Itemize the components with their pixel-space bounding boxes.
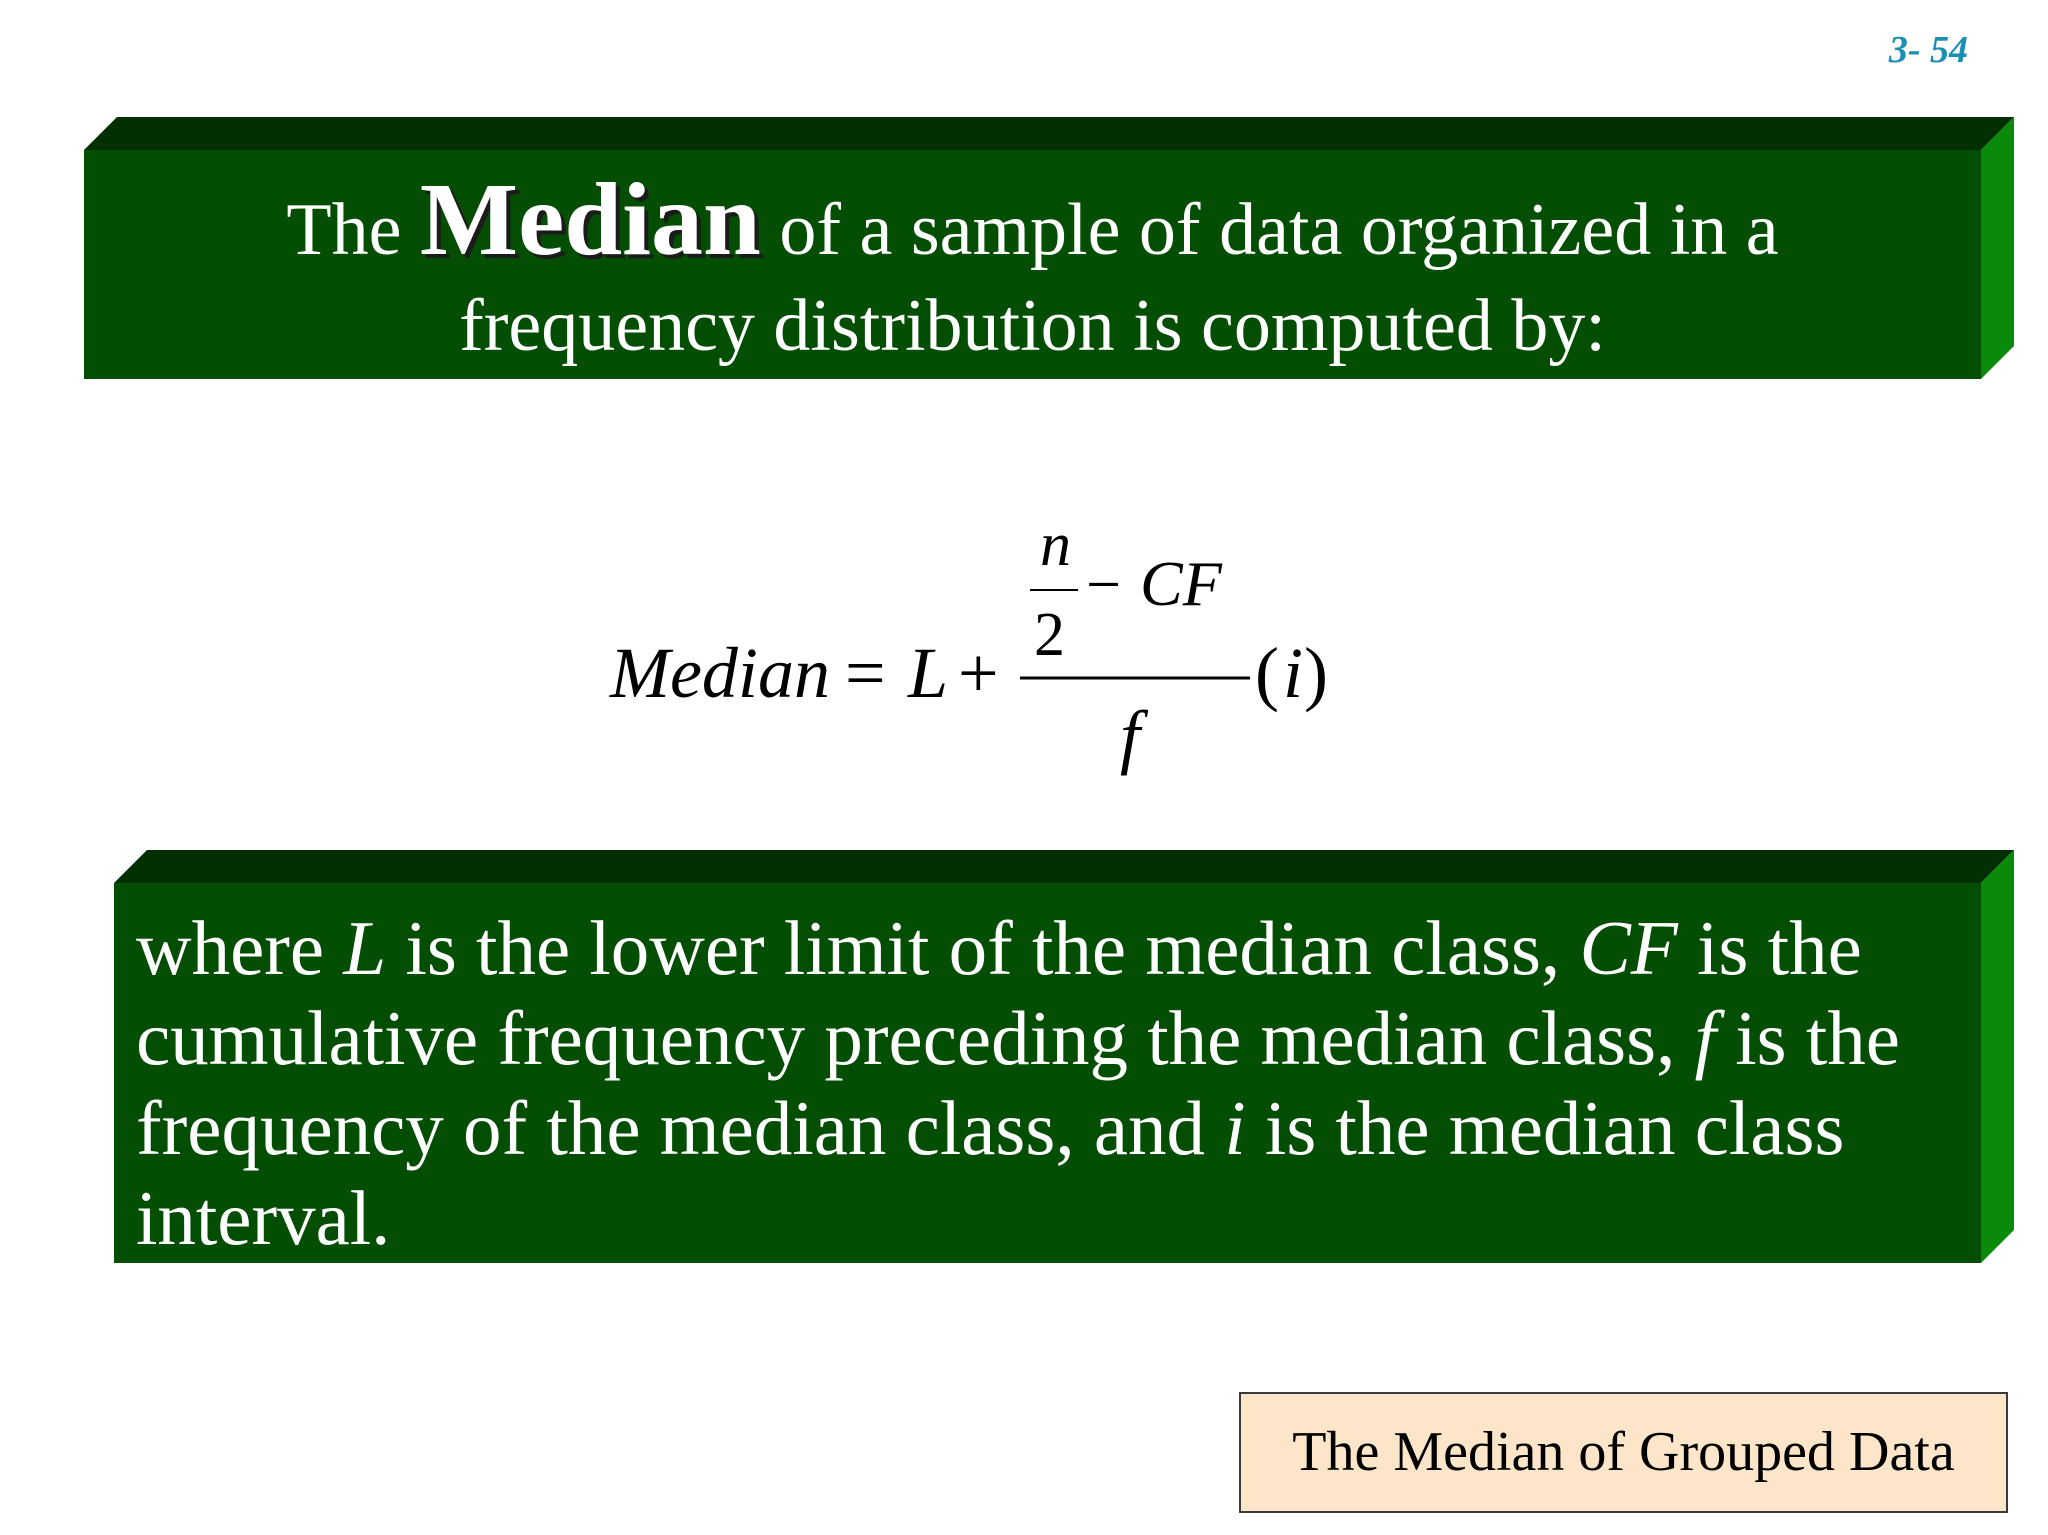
definition-box [114,850,2014,1263]
formula-median: Median [610,633,830,713]
caption-box: The Median of Grouped Data [1239,1392,2008,1513]
title-text: The Median of a sample of data organized in a frequency distribution is computed by: [84,150,1981,379]
formula-paren-open: ( [1255,633,1279,713]
formula-CF: CF [1140,548,1222,619]
median-formula [600,505,1360,805]
slide-number: 3- 54 [1888,29,1968,71]
formula-two: 2 [1034,601,1065,669]
title-box [84,117,2014,379]
definition-text: where L is the lower limit of the median class, CF is the cumulative frequency preceding the median class, f is the frequency of the median class, and i is the median class interval. [114,883,1981,1263]
median-formula-svg [600,505,1360,805]
title-emphasis: Median [419,162,761,277]
formula-minus: − [1086,551,1121,619]
formula-equals: = [845,633,886,713]
formula-i: i [1283,633,1304,713]
formula-plus: + [958,633,999,713]
formula-f: f [1120,696,1141,776]
formula-L: L [908,633,949,713]
formula-paren-close: ) [1304,633,1328,713]
formula-n: n [1040,511,1071,579]
